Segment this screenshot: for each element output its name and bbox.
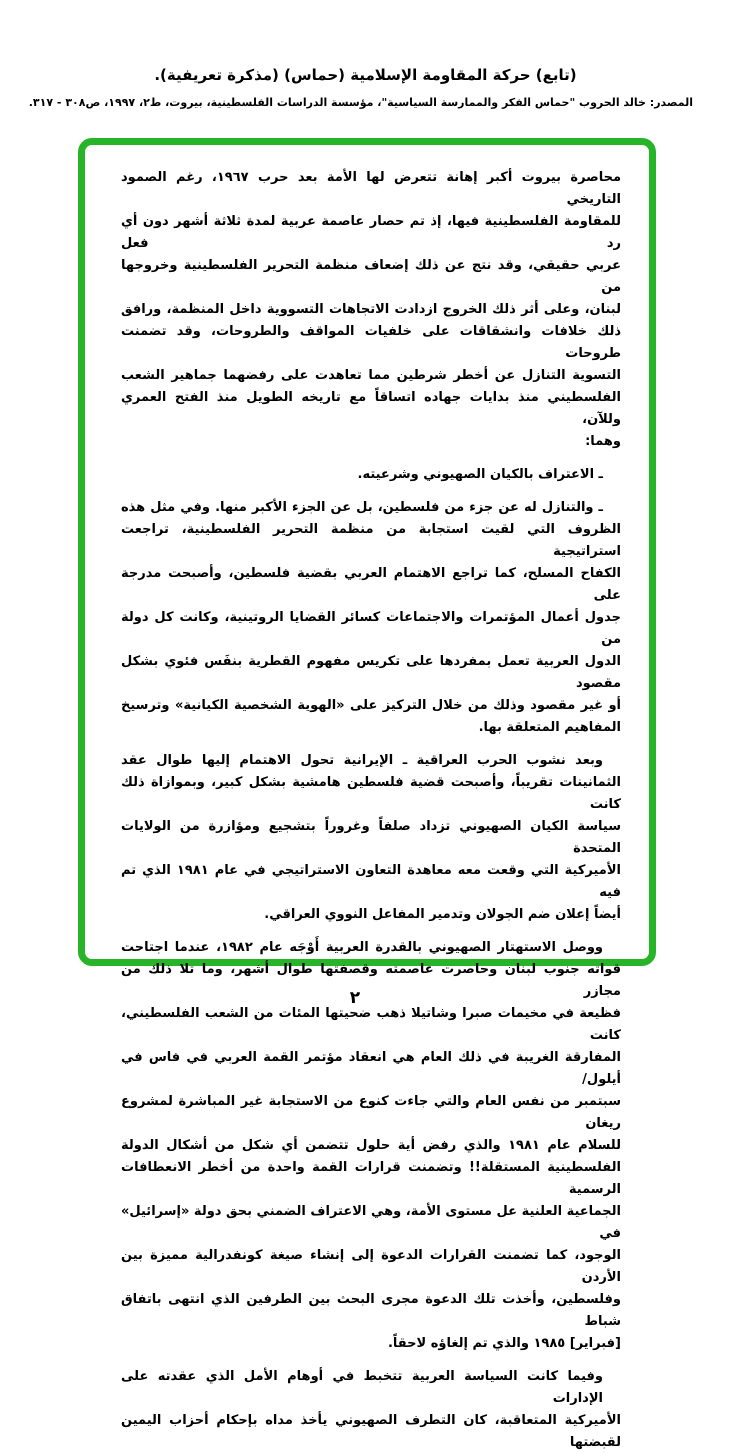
text-line: ـ الاعتراف بالكيان الصهيوني وشرعيته.: [357, 467, 603, 482]
paragraph: [121, 1366, 621, 1454]
text-line: الكفاح المسلح، كما تراجع الاهتمام العربي بقضية فلسطين، وأصبحت مدرجة على: [121, 566, 621, 603]
text-line: وفيما كانت السياسة العربية تتخبط في أوهام الأمل الذي عقدته على الإدارات: [121, 1369, 603, 1406]
text-line: عربي حقيقي، وقد نتج عن ذلك إضعاف منظمة التحرير الفلسطينية وخروجها من: [121, 258, 621, 295]
text-line: سياسة الكيان الصهيوني تزداد صلفاً وغروراً بتشجيع ومؤازرة من الولايات المتحدة: [121, 819, 621, 856]
paragraph: [121, 750, 621, 926]
text-line: وفلسطين، وأخذت تلك الدعوة مجرى البحث بين الطرفين الذي انتهى باتفاق شباط: [121, 1292, 621, 1329]
text-line: المفاهيم المتعلقة بها.: [478, 720, 621, 735]
text-line: جدول أعمال المؤتمرات والاجتماعات كسائر القضايا الروتينية، وكانت كل دولة من: [121, 610, 621, 647]
text-line: لبنان، وعلى أثر ذلك الخروج ازدادت الاتجاهات التسووية داخل المنظمة، ورافق: [121, 302, 621, 317]
text-line: قواته جنوب لبنان وحاصرت عاصمته وقصفتها طوال أشهر، وما تلا ذلك من مجازر: [121, 962, 621, 999]
text-line: فظيعة في مخيمات صبرا وشاتيلا ذهب ضحيتها المئات من الشعب الفلسطيني، كانت: [121, 1006, 621, 1043]
paragraph: [121, 497, 621, 739]
text-line: الدول العربية تعمل بمفردها على تكريس مفهوم القطرية بنفَس فئوي بشكل مقصود: [121, 654, 621, 691]
text-line: الفلسطينية المستقلة!! وتضمنت قرارات القمة واحدة من أخطر الانعطافات الرسمية: [121, 1160, 621, 1197]
text-line: المفارقة الغريبة في ذلك العام هي انعقاد مؤتمر القمة العربي في فاس في أيلول/: [121, 1050, 621, 1087]
text-line: الأميركية التي وقعت معه معاهدة التعاون الاستراتيجي في عام ١٩٨١ الذي تم فيه: [121, 863, 621, 900]
text-line: التسوية التنازل عن أخطر شرطين مما تعاهدت على رفضهما جماهير الشعب: [121, 368, 621, 383]
text-line: للسلام عام ١٩٨١ والذي رفض أية حلول تتضمن أي شكل من أشكال الدولة: [121, 1138, 621, 1153]
text-box: [78, 138, 656, 1450]
text-line: محاصرة بيروت أكبر إهانة تتعرض لها الأمة بعد حرب ١٩٦٧، رغم الصمود التاريخي: [121, 170, 622, 207]
paragraph: [121, 464, 621, 486]
page-number: ٢: [349, 988, 361, 1008]
text-line: وبعد نشوب الحرب العراقية ـ الإيرانية تحول الاهتمام إليها طوال عقد: [121, 753, 603, 768]
text-line: الأميركية المتعاقبة، كان التطرف الصهيوني يأخذ مداه بإحكام أحزاب اليمين لقبضتها: [121, 1413, 621, 1450]
text-line: [فبراير] ١٩٨٥ والذي تم إلغاؤه لاحقاً.: [387, 1336, 621, 1351]
text-line: أيضاً إعلان ضم الجولان وتدمير المفاعل النووي العراقي.: [264, 907, 621, 922]
text-line: الجماعية العلنية عل مستوى الأمة، وهي الاعتراف الضمني بحق دولة «إسرائيل» في: [121, 1204, 621, 1241]
text-line: للمقاومة الفلسطينية فيها، إذ تم حصار عاصمة عربية لمدة ثلاثة أشهر دون أي رد فعل: [121, 214, 621, 251]
text-line: سبتمبر من نفس العام والتي جاءت كنوع من الاستجابة غير المباشرة لمشروع ريغان: [121, 1094, 621, 1131]
text-line: ـ والتنازل له عن جزء من فلسطين، بل عن الجزء الأكبر منها. وفي مثل هذه: [121, 500, 603, 515]
text-line: الثمانينات تقريباً، وأصبحت قضية فلسطين هامشية بشكل كبير، وبموازاة ذلك كانت: [121, 775, 621, 812]
text-line: أو غير مقصود وذلك من خلال التركيز على «الهوية الشخصية الكيانية» وترسيخ: [121, 698, 621, 713]
text-line: الفلسطيني منذ بدايات جهاده اتساقاً مع تاريخه الطويل منذ الفتح العمري وللآن،: [121, 390, 621, 427]
text-line: ذلك خلافات وانشقاقات على خلفيات المواقف والطروحات، وقد تضمنت طروحات: [121, 324, 621, 361]
paragraph: [121, 167, 621, 453]
page-title: (تابع) حركة المقاومة الإسلامية (حماس) (مذكرة تعريفية).: [154, 66, 577, 84]
text-line: وهما:: [585, 434, 621, 449]
text-line: الظروف التي لقيت استجابة من منظمة التحرير الفلسطينية، تراجعت استراتيجية: [121, 522, 621, 559]
source-citation: المصدر: خالد الحروب "حماس الفكر والممارسة السياسية"، مؤسسة الدراسات الفلسطينية، بيروت، ط٢، ١٩٩٧، ص٣٠٨ - ٣١٧.: [28, 96, 693, 109]
text-line: الوجود، كما تضمنت القرارات الدعوة إلى إنشاء صيغة كونفدرالية مميزة بين الأردن: [121, 1248, 621, 1285]
text-line: ووصل الاستهتار الصهيوني بالقدرة العربية أَوْجَه عام ١٩٨٢، عندما اجتاحت: [121, 940, 603, 955]
